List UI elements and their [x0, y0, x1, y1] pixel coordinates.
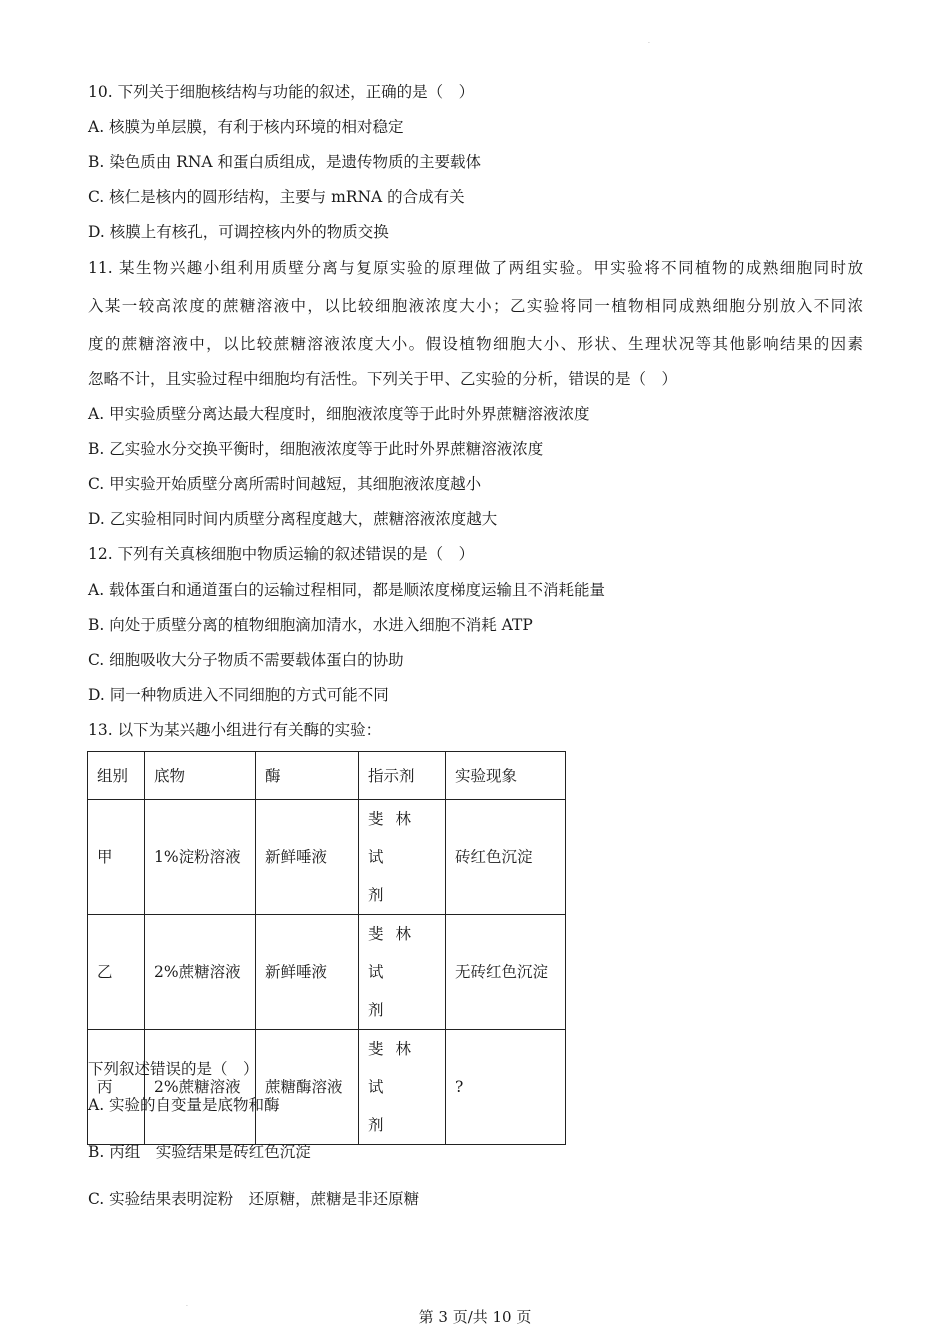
experiment-table — [87, 751, 566, 1145]
cell-enzyme: 新鲜唾液 — [256, 915, 359, 1030]
cell-group: 丙 — [88, 1030, 145, 1145]
q10-stem: 10. 下列关于细胞核结构与功能的叙述，正确的是（ ） — [88, 83, 475, 101]
indicator-text-b: 剂 — [368, 1116, 384, 1134]
q12-stem: 12. 下列有关真核细胞中物质运输的叙述错误的是（ ） — [88, 545, 475, 563]
table-header-row — [88, 752, 566, 800]
q12-option-d: D. 同一种物质进入不同细胞的方式可能不同 — [88, 686, 389, 704]
page-footer: 第 3 页/共 10 页 — [418, 1308, 532, 1326]
indicator-text-a: 斐林试 — [368, 925, 424, 981]
q11-stem-line1: 11. 某生物兴趣小组利用质壁分离与复原实验的原理做了两组实验。甲实验将不同植物的成熟细胞同时放 — [88, 259, 863, 277]
header-group: 组别 — [88, 752, 145, 800]
q11-stem-line3: 度的蔗糖溶液中，以比较蔗糖溶液浓度大小。假设植物细胞大小、形状、生理状况等其他影响结果的因素 — [88, 335, 863, 353]
table-row — [88, 915, 566, 1030]
cell-group: 甲 — [88, 800, 145, 915]
cell-indicator — [359, 915, 446, 1030]
q10-option-a: A. 核膜为单层膜，有利于核内环境的相对稳定 — [88, 118, 404, 136]
indicator-text-b: 剂 — [368, 886, 384, 904]
indicator-text-a: 斐林试 — [368, 1040, 424, 1096]
q10-option-d: D. 核膜上有核孔，可调控核内外的物质交换 — [88, 223, 389, 241]
q11-option-a: A. 甲实验质壁分离达最大程度时，细胞液浓度等于此时外界蔗糖溶液浓度 — [88, 405, 590, 423]
cell-indicator — [359, 800, 446, 915]
q12-option-b: B. 向处于质壁分离的植物细胞滴加清水，水进入细胞不消耗 ATP — [88, 616, 533, 634]
q13-stem: 13. 以下为某兴趣小组进行有关酶的实验： — [88, 721, 382, 739]
cell-indicator — [359, 1030, 446, 1145]
header-substrate: 底物 — [145, 752, 256, 800]
cell-substrate: 2%蔗糖溶液 — [145, 915, 256, 1030]
cell-enzyme: 新鲜唾液 — [256, 800, 359, 915]
q13-option-c: C. 实验结果表明淀粉 还原糖，蔗糖是非还原糖 — [88, 1190, 420, 1208]
q12-option-c: C. 细胞吸收大分子物质不需要载体蛋白的协助 — [88, 651, 404, 669]
q13-option-b: B. 丙组 实验结果是砖红色沉淀 — [88, 1143, 311, 1161]
header-result: 实验现象 — [446, 752, 566, 800]
q11-option-c: C. 甲实验开始质壁分离所需时间越短，其细胞液浓度越小 — [88, 475, 482, 493]
q11-option-d: D. 乙实验相同时间内质壁分离程度越大，蔗糖溶液浓度越大 — [88, 510, 498, 528]
scan-dot: · — [648, 40, 650, 47]
header-indicator: 指示剂 — [359, 752, 446, 800]
q11-stem-line2: 入某一较高浓度的蔗糖溶液中，以比较细胞液浓度大小；乙实验将同一植物相同成熟细胞分别放入不同浓 — [88, 297, 863, 315]
header-enzyme: 酶 — [256, 752, 359, 800]
q12-option-a: A. 载体蛋白和通道蛋白的运输过程相同，都是顺浓度梯度运输且不消耗能量 — [88, 581, 606, 599]
q13-option-a: A. 实验的自变量是底物和酶 — [88, 1096, 280, 1114]
scan-dot: · — [186, 1303, 188, 1310]
cell-substrate: 2%蔗糖溶液 — [145, 1030, 256, 1145]
q13-follow: 下列叙述错误的是（ ） — [88, 1060, 259, 1078]
table-row — [88, 800, 566, 915]
cell-enzyme: 蔗糖酶溶液 — [256, 1030, 359, 1145]
indicator-text-a: 斐林试 — [368, 810, 424, 866]
q10-option-b: B. 染色质由 RNA 和蛋白质组成，是遗传物质的主要载体 — [88, 153, 482, 171]
cell-result: ? — [446, 1030, 566, 1145]
q10-option-c: C. 核仁是核内的圆形结构，主要与 mRNA 的合成有关 — [88, 188, 465, 206]
table-row — [88, 1030, 566, 1145]
cell-group: 乙 — [88, 915, 145, 1030]
cell-result: 砖红色沉淀 — [446, 800, 566, 915]
q11-option-b: B. 乙实验水分交换平衡时，细胞液浓度等于此时外界蔗糖溶液浓度 — [88, 440, 544, 458]
cell-substrate: 1%淀粉溶液 — [145, 800, 256, 915]
cell-result: 无砖红色沉淀 — [446, 915, 566, 1030]
q11-stem-line4: 忽略不计，且实验过程中细胞均有活性。下列关于甲、乙实验的分析，错误的是（ ） — [88, 370, 678, 388]
indicator-text-b: 剂 — [368, 1001, 384, 1019]
